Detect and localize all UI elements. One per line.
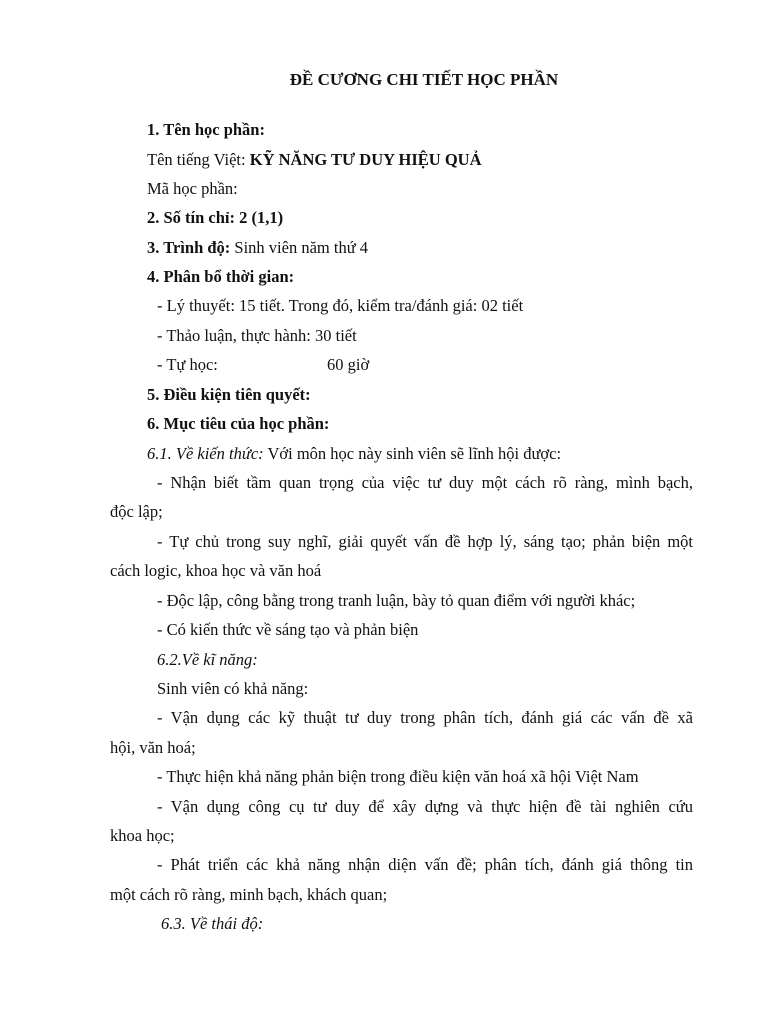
skill-item-3: - Vận dụng công cụ tư duy để xây dựng và thực hiện đề tài nghiên cứu — [157, 797, 693, 816]
attitude-label: 6.3. Về thái độ: — [161, 914, 264, 933]
practice-hours: - Thảo luận, thực hành: 30 tiết — [157, 326, 357, 345]
section-5-heading: 5. Điều kiện tiên quyết: — [147, 385, 311, 404]
vietnamese-name-label: Tên tiếng Việt: — [147, 150, 250, 169]
self-study-value: 60 giờ — [327, 355, 370, 374]
skills-label: 6.2.Về kĩ năng: — [157, 650, 258, 669]
knowledge-item-4: - Có kiến thức về sáng tạo và phản biện — [157, 620, 419, 639]
course-name: KỸ NĂNG TƯ DUY HIỆU QUẢ — [249, 150, 482, 169]
knowledge-item-1-cont: độc lập; — [110, 502, 163, 521]
knowledge-intro: Với môn học này sinh viên sẽ lĩnh hội được: — [263, 444, 562, 463]
theory-hours: - Lý thuyết: 15 tiết. Trong đó, kiểm tra/đánh giá: 02 tiết — [157, 296, 524, 315]
level-value: Sinh viên năm thứ 4 — [230, 238, 369, 257]
knowledge-item-2-cont: cách logic, khoa học và văn hoá — [110, 561, 322, 580]
self-study-label: - Tự học: — [157, 355, 218, 374]
skill-item-4-cont: một cách rõ ràng, minh bạch, khách quan; — [110, 885, 388, 904]
section-3-line — [147, 238, 368, 258]
section-1-heading: 1. Tên học phần: — [147, 120, 265, 139]
skills-intro: Sinh viên có khả năng: — [157, 679, 309, 698]
skill-item-3-cont: khoa học; — [110, 826, 175, 845]
skill-item-1-cont: hội, văn hoá; — [110, 738, 196, 757]
section-4-heading: 4. Phân bổ thời gian: — [147, 267, 295, 286]
skill-item-4: - Phát triển các khả năng nhận diện vấn đề; phân tích, đánh giá thông tin — [157, 855, 693, 874]
section-6-heading: 6. Mục tiêu của học phần: — [147, 414, 330, 433]
knowledge-label: 6.1. Về kiến thức: — [147, 444, 264, 463]
knowledge-item-1: - Nhận biết tầm quan trọng của việc tư duy một cách rõ ràng, mình bạch, — [157, 473, 693, 492]
document-title: ĐỀ CƯƠNG CHI TIẾT HỌC PHẦN — [289, 70, 559, 89]
section-2-heading: 2. Số tín chỉ: 2 (1,1) — [147, 208, 284, 227]
knowledge-item-2: - Tự chủ trong suy nghĩ, giải quyết vấn đề hợp lý, sáng tạo; phản biện một — [157, 532, 693, 551]
course-code-label: Mã học phần: — [147, 179, 238, 198]
section-3-heading: 3. Trình độ: — [147, 238, 231, 257]
knowledge-item-3: - Độc lập, công bằng trong tranh luận, bày tỏ quan điểm với người khác; — [157, 591, 636, 610]
vietnamese-name-line — [147, 150, 482, 170]
skill-item-1: - Vận dụng các kỹ thuật tư duy trong phân tích, đánh giá các vấn đề xã — [157, 708, 693, 727]
knowledge-line — [147, 444, 561, 464]
skill-item-2: - Thực hiện khả năng phản biện trong điều kiện văn hoá xã hội Việt Nam — [157, 767, 639, 786]
